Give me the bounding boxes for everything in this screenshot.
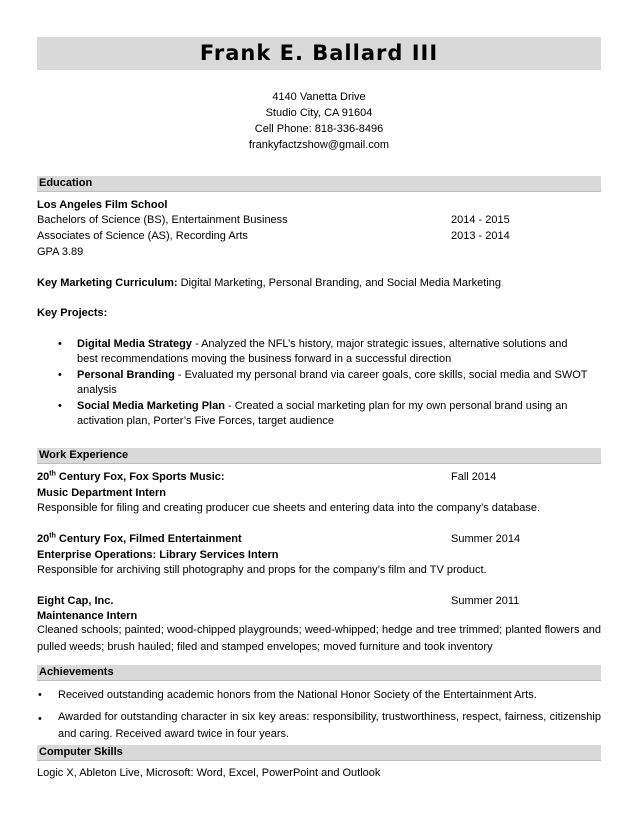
project-item: Personal Branding - Evaluated my personal brand via career goals, core skills, social media and SWOT bbox=[77, 369, 588, 381]
project-item-cont: best recommendations moving the business forward in a successful direction bbox=[77, 353, 452, 365]
key-curriculum bbox=[37, 276, 501, 290]
work-experience-heading: Work Experience bbox=[37, 448, 601, 463]
address-line-2: Studio City, CA 91604 bbox=[265, 107, 373, 119]
job-role: Music Department Intern bbox=[37, 487, 166, 499]
project-item-cont: analysis bbox=[77, 384, 117, 396]
job-date: Summer 2014 bbox=[451, 533, 521, 545]
achievement-item: Received outstanding academic honors from the National Honor Society of the Entertainment Arts. bbox=[58, 689, 537, 701]
section-divider bbox=[37, 680, 601, 681]
bullet-icon: • bbox=[58, 400, 62, 412]
key-projects-label: Key Projects: bbox=[37, 307, 108, 319]
job-date: Summer 2011 bbox=[451, 595, 520, 607]
job-description: Responsible for filing and creating producer cue sheets and entering data into the company’s database. bbox=[37, 502, 541, 514]
section-divider bbox=[37, 463, 601, 464]
education-heading: Education bbox=[37, 176, 601, 191]
curriculum-label: Key Marketing Curriculum: bbox=[37, 277, 178, 289]
job-description: Cleaned schools; painted; wood-chipped playgrounds; weed-whipped; hedge and tree trimmed; planted flowers and pulled weeds; brush hauled; filed and stamped envelopes; moved furniture and took inventory bbox=[37, 624, 601, 653]
degree-as: Associates of Science (AS), Recording Arts bbox=[37, 230, 248, 242]
bullet-icon: • bbox=[38, 713, 42, 725]
name-banner bbox=[37, 37, 601, 70]
job-company: 20th Century Fox, Filmed Entertainment bbox=[37, 532, 242, 545]
job-role: Enterprise Operations: Library Services Intern bbox=[37, 549, 279, 561]
address-line-1: 4140 Vanetta Drive bbox=[272, 91, 366, 103]
school-name: Los Angeles Film School bbox=[37, 199, 168, 211]
job-date: Fall 2014 bbox=[451, 471, 497, 483]
computer-skills-heading: Computer Skills bbox=[37, 745, 601, 760]
degree-as-dates: 2013 - 2014 bbox=[451, 230, 510, 242]
phone-number: Cell Phone: 818-336-8496 bbox=[254, 123, 384, 135]
achievement-item: Awarded for outstanding character in six key areas: responsibility, trustworthiness, respect, fairness, citizenship and caring. Received award twice in four years. bbox=[58, 711, 601, 740]
job-company: Eight Cap, Inc. bbox=[37, 595, 114, 607]
project-item: Social Media Marketing Plan - Created a social marketing plan for my own personal brand using an bbox=[77, 400, 568, 412]
bullet-icon: • bbox=[58, 369, 62, 381]
section-divider bbox=[37, 760, 601, 761]
candidate-name: Frank E. Ballard III bbox=[199, 41, 439, 65]
bullet-icon: • bbox=[38, 689, 42, 701]
bullet-icon: • bbox=[58, 338, 62, 350]
degree-bs: Bachelors of Science (BS), Entertainment Business bbox=[37, 214, 288, 226]
curriculum-text: Digital Marketing, Personal Branding, and Social Media Marketing bbox=[177, 277, 502, 289]
project-item-cont: activation plan, Porter’s Five Forces, target audience bbox=[77, 415, 335, 427]
job-role: Maintenance Intern bbox=[37, 610, 138, 622]
achievements-heading: Achievements bbox=[37, 665, 601, 680]
degree-bs-dates: 2014 - 2015 bbox=[451, 214, 510, 226]
skills-list: Logic X, Ableton Live, Microsoft: Word, Excel, PowerPoint and Outlook bbox=[37, 767, 381, 779]
section-divider bbox=[37, 191, 601, 192]
job-description: Responsible for archiving still photography and props for the company’s film and TV product. bbox=[37, 564, 487, 576]
project-item: Digital Media Strategy - Analyzed the NFL’s history, major strategic issues, alternative solutions and bbox=[77, 338, 568, 350]
job-company: 20th Century Fox, Fox Sports Music: bbox=[37, 470, 225, 483]
gpa: GPA 3.89 bbox=[37, 246, 84, 258]
email-address: frankyfactzshow@gmail.com bbox=[248, 139, 390, 151]
